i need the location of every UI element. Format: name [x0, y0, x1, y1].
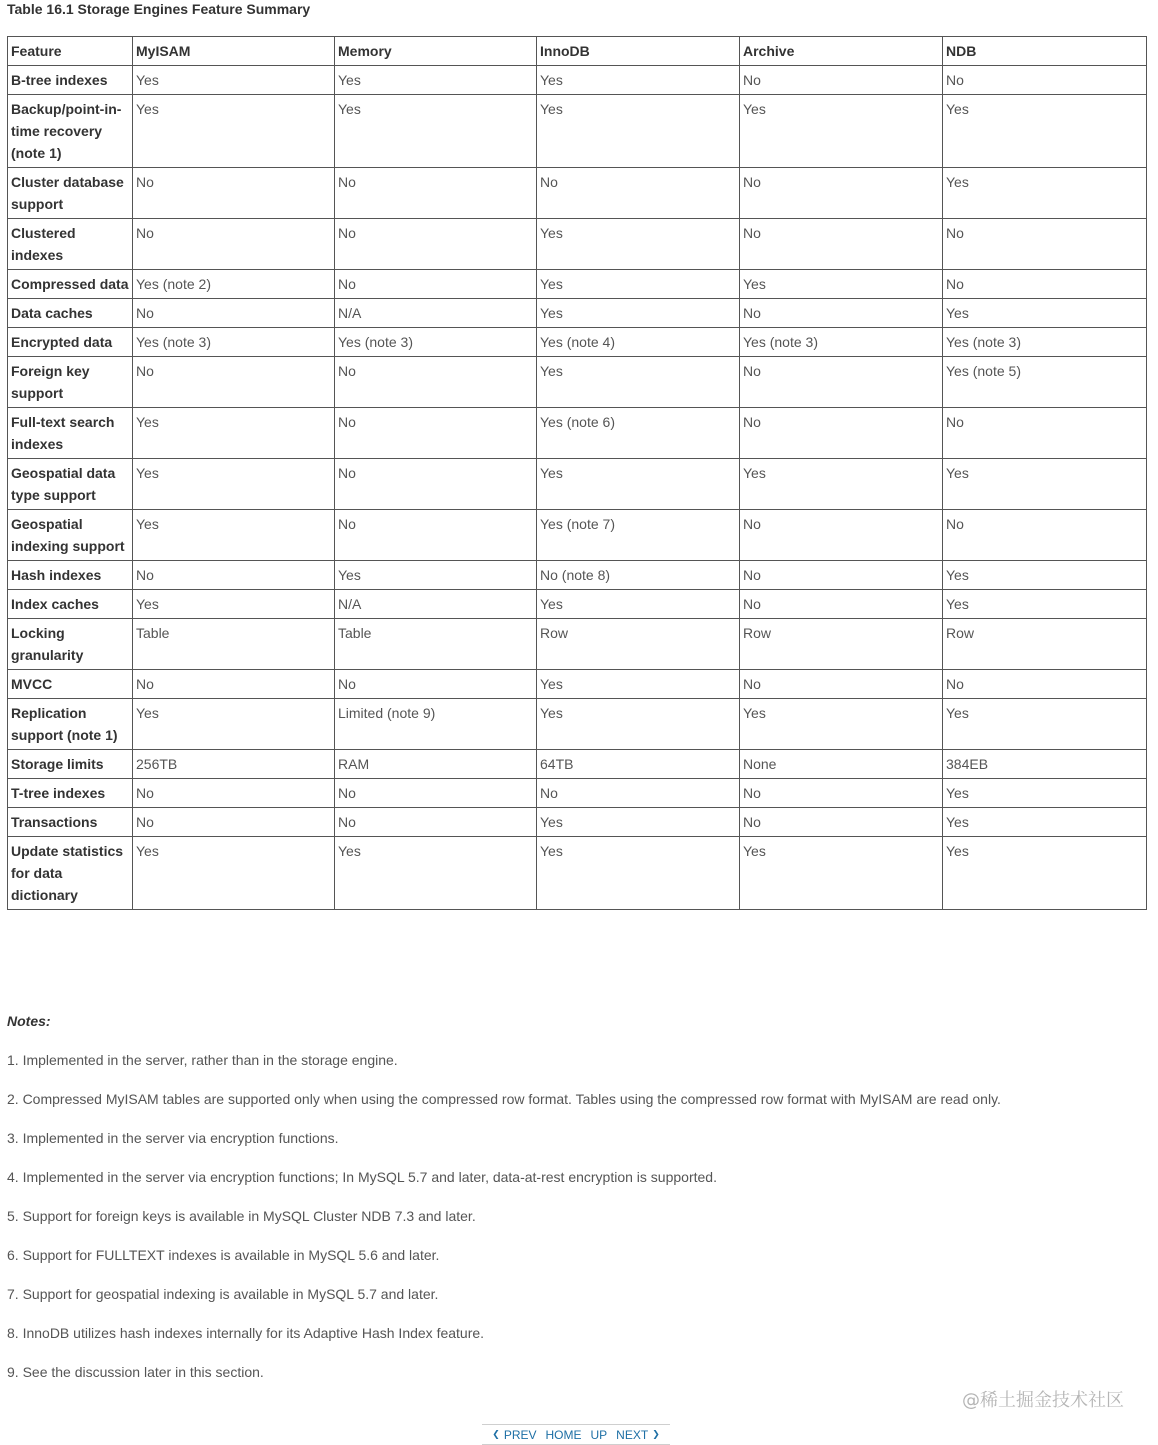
- value-cell: No: [335, 357, 537, 408]
- value-cell: No: [740, 510, 943, 561]
- value-cell: Yes: [133, 95, 335, 168]
- table-row: [8, 779, 1147, 808]
- value-cell: No: [943, 408, 1147, 459]
- value-cell: Yes: [943, 561, 1147, 590]
- feature-cell: Hash indexes: [8, 561, 133, 590]
- storage-engines-table: [7, 36, 1147, 910]
- note-item: 6. Support for FULLTEXT indexes is available in MySQL 5.6 and later.: [7, 1247, 440, 1263]
- value-cell: No: [335, 808, 537, 837]
- note-item: 4. Implemented in the server via encryption functions; In MySQL 5.7 and later, data-at-rest encryption is supported.: [7, 1169, 717, 1185]
- note-item: 3. Implemented in the server via encryption functions.: [7, 1130, 339, 1146]
- value-cell: No: [335, 270, 537, 299]
- home-link[interactable]: HOME: [545, 1427, 582, 1442]
- table-row: [8, 619, 1147, 670]
- value-cell: No: [133, 670, 335, 699]
- value-cell: Yes: [943, 95, 1147, 168]
- prev-link[interactable]: [492, 1428, 536, 1442]
- value-cell: Yes: [133, 408, 335, 459]
- feature-cell: Geospatial data type support: [8, 459, 133, 510]
- value-cell: No: [740, 357, 943, 408]
- value-cell: Yes: [133, 510, 335, 561]
- value-cell: Yes: [943, 168, 1147, 219]
- column-header: Feature: [8, 37, 133, 66]
- next-link[interactable]: [616, 1428, 660, 1442]
- notes-section: [7, 1011, 1147, 1401]
- value-cell: No: [740, 219, 943, 270]
- value-cell: Row: [740, 619, 943, 670]
- feature-cell: Clustered indexes: [8, 219, 133, 270]
- column-header: NDB: [943, 37, 1147, 66]
- value-cell: No: [943, 219, 1147, 270]
- value-cell: No: [740, 299, 943, 328]
- value-cell: Yes: [335, 561, 537, 590]
- column-header: MyISAM: [133, 37, 335, 66]
- value-cell: No: [133, 168, 335, 219]
- value-cell: No: [740, 66, 943, 95]
- value-cell: Yes: [537, 837, 740, 910]
- value-cell: Yes: [133, 699, 335, 750]
- value-cell: No: [335, 510, 537, 561]
- value-cell: N/A: [335, 299, 537, 328]
- value-cell: Yes: [740, 459, 943, 510]
- value-cell: No: [133, 561, 335, 590]
- value-cell: Table: [133, 619, 335, 670]
- value-cell: Yes: [740, 95, 943, 168]
- value-cell: No: [335, 779, 537, 808]
- value-cell: Yes (note 4): [537, 328, 740, 357]
- value-cell: 384EB: [943, 750, 1147, 779]
- value-cell: Yes: [335, 95, 537, 168]
- table-row: [8, 561, 1147, 590]
- table-row: [8, 219, 1147, 270]
- value-cell: No: [740, 561, 943, 590]
- table-row: [8, 699, 1147, 750]
- note-item: 9. See the discussion later in this section.: [7, 1364, 264, 1380]
- table-header-row: [8, 37, 1147, 66]
- table-row: [8, 357, 1147, 408]
- value-cell: Yes (note 3): [943, 328, 1147, 357]
- table-caption: Table 16.1 Storage Engines Feature Summary: [7, 1, 311, 17]
- value-cell: No: [133, 219, 335, 270]
- value-cell: Row: [537, 619, 740, 670]
- value-cell: Yes (note 2): [133, 270, 335, 299]
- feature-cell: Cluster database support: [8, 168, 133, 219]
- feature-cell: Foreign key support: [8, 357, 133, 408]
- value-cell: Yes: [335, 837, 537, 910]
- value-cell: Yes: [133, 66, 335, 95]
- feature-cell: B-tree indexes: [8, 66, 133, 95]
- value-cell: Yes: [133, 590, 335, 619]
- value-cell: Yes: [537, 590, 740, 619]
- value-cell: No: [335, 168, 537, 219]
- table-row: [8, 168, 1147, 219]
- value-cell: No: [335, 408, 537, 459]
- table-row: [8, 459, 1147, 510]
- value-cell: Table: [335, 619, 537, 670]
- value-cell: No: [133, 779, 335, 808]
- value-cell: No: [740, 808, 943, 837]
- value-cell: Yes: [943, 299, 1147, 328]
- feature-cell: Encrypted data: [8, 328, 133, 357]
- value-cell: N/A: [335, 590, 537, 619]
- value-cell: No: [335, 459, 537, 510]
- value-cell: Limited (note 9): [335, 699, 537, 750]
- value-cell: Yes: [537, 66, 740, 95]
- value-cell: Yes: [943, 590, 1147, 619]
- feature-cell: Locking granularity: [8, 619, 133, 670]
- column-header: Memory: [335, 37, 537, 66]
- table-row: [8, 299, 1147, 328]
- chevron-right-icon: ❯: [652, 1429, 660, 1439]
- value-cell: Yes: [133, 459, 335, 510]
- value-cell: Yes (note 7): [537, 510, 740, 561]
- feature-cell: Full-text search indexes: [8, 408, 133, 459]
- value-cell: No: [943, 270, 1147, 299]
- table-row: [8, 95, 1147, 168]
- table-row: [8, 510, 1147, 561]
- value-cell: Yes: [335, 66, 537, 95]
- nav-footer: [482, 1424, 670, 1445]
- value-cell: Yes: [943, 699, 1147, 750]
- table-body: [8, 66, 1147, 910]
- feature-cell: Replication support (note 1): [8, 699, 133, 750]
- value-cell: No: [133, 808, 335, 837]
- value-cell: Yes: [537, 808, 740, 837]
- value-cell: No: [740, 590, 943, 619]
- feature-cell: Storage limits: [8, 750, 133, 779]
- note-item: 1. Implemented in the server, rather than in the storage engine.: [7, 1052, 398, 1068]
- value-cell: No: [133, 357, 335, 408]
- note-item: 2. Compressed MyISAM tables are supported only when using the compressed row format. Tables using the compressed row format with MyISAM are read only.: [7, 1091, 1001, 1107]
- value-cell: No: [943, 510, 1147, 561]
- watermark: @稀土掘金技术社区: [962, 1390, 1124, 1411]
- feature-cell: Compressed data: [8, 270, 133, 299]
- value-cell: Yes: [740, 270, 943, 299]
- table-row: [8, 590, 1147, 619]
- value-cell: Yes (note 3): [740, 328, 943, 357]
- note-item: 8. InnoDB utilizes hash indexes internally for its Adaptive Hash Index feature.: [7, 1325, 485, 1341]
- value-cell: No: [740, 408, 943, 459]
- note-item: 5. Support for foreign keys is available in MySQL Cluster NDB 7.3 and later.: [7, 1208, 476, 1224]
- feature-cell: Update statistics for data dictionary: [8, 837, 133, 910]
- value-cell: Yes (note 3): [133, 328, 335, 357]
- notes-list: [7, 1050, 1147, 1382]
- value-cell: No: [740, 670, 943, 699]
- chevron-left-icon: ❮: [492, 1429, 500, 1439]
- value-cell: No: [740, 168, 943, 219]
- column-header: Archive: [740, 37, 943, 66]
- value-cell: Yes: [943, 837, 1147, 910]
- table-row: [8, 408, 1147, 459]
- value-cell: Row: [943, 619, 1147, 670]
- feature-cell: Data caches: [8, 299, 133, 328]
- table-row: [8, 670, 1147, 699]
- value-cell: No: [943, 670, 1147, 699]
- value-cell: Yes: [537, 270, 740, 299]
- value-cell: Yes: [943, 779, 1147, 808]
- value-cell: Yes: [537, 299, 740, 328]
- value-cell: No: [537, 168, 740, 219]
- table-row: [8, 750, 1147, 779]
- value-cell: Yes: [537, 219, 740, 270]
- feature-cell: MVCC: [8, 670, 133, 699]
- table-row: [8, 808, 1147, 837]
- value-cell: Yes (note 5): [943, 357, 1147, 408]
- value-cell: 256TB: [133, 750, 335, 779]
- value-cell: No: [943, 66, 1147, 95]
- up-link[interactable]: UP: [590, 1427, 608, 1442]
- table-row: [8, 837, 1147, 910]
- value-cell: Yes: [133, 837, 335, 910]
- value-cell: No: [740, 779, 943, 808]
- value-cell: Yes: [537, 357, 740, 408]
- notes-title: Notes:: [7, 1013, 51, 1029]
- value-cell: Yes: [537, 95, 740, 168]
- value-cell: No: [335, 670, 537, 699]
- feature-cell: Index caches: [8, 590, 133, 619]
- value-cell: No: [335, 219, 537, 270]
- prev-label: PREV: [503, 1427, 537, 1442]
- next-label: NEXT: [616, 1427, 649, 1442]
- table-row: [8, 270, 1147, 299]
- value-cell: Yes (note 3): [335, 328, 537, 357]
- value-cell: No (note 8): [537, 561, 740, 590]
- value-cell: Yes: [740, 837, 943, 910]
- note-item: 7. Support for geospatial indexing is available in MySQL 5.7 and later.: [7, 1286, 439, 1302]
- value-cell: 64TB: [537, 750, 740, 779]
- column-header: InnoDB: [537, 37, 740, 66]
- value-cell: No: [537, 779, 740, 808]
- feature-cell: T-tree indexes: [8, 779, 133, 808]
- feature-cell: Backup/point-in-time recovery (note 1): [8, 95, 133, 168]
- value-cell: Yes: [537, 459, 740, 510]
- value-cell: None: [740, 750, 943, 779]
- value-cell: Yes: [537, 699, 740, 750]
- value-cell: Yes (note 6): [537, 408, 740, 459]
- value-cell: RAM: [335, 750, 537, 779]
- table-row: [8, 66, 1147, 95]
- value-cell: No: [133, 299, 335, 328]
- value-cell: Yes: [943, 808, 1147, 837]
- feature-cell: Transactions: [8, 808, 133, 837]
- value-cell: Yes: [537, 670, 740, 699]
- value-cell: Yes: [740, 699, 943, 750]
- value-cell: Yes: [943, 459, 1147, 510]
- table-row: [8, 328, 1147, 357]
- feature-cell: Geospatial indexing support: [8, 510, 133, 561]
